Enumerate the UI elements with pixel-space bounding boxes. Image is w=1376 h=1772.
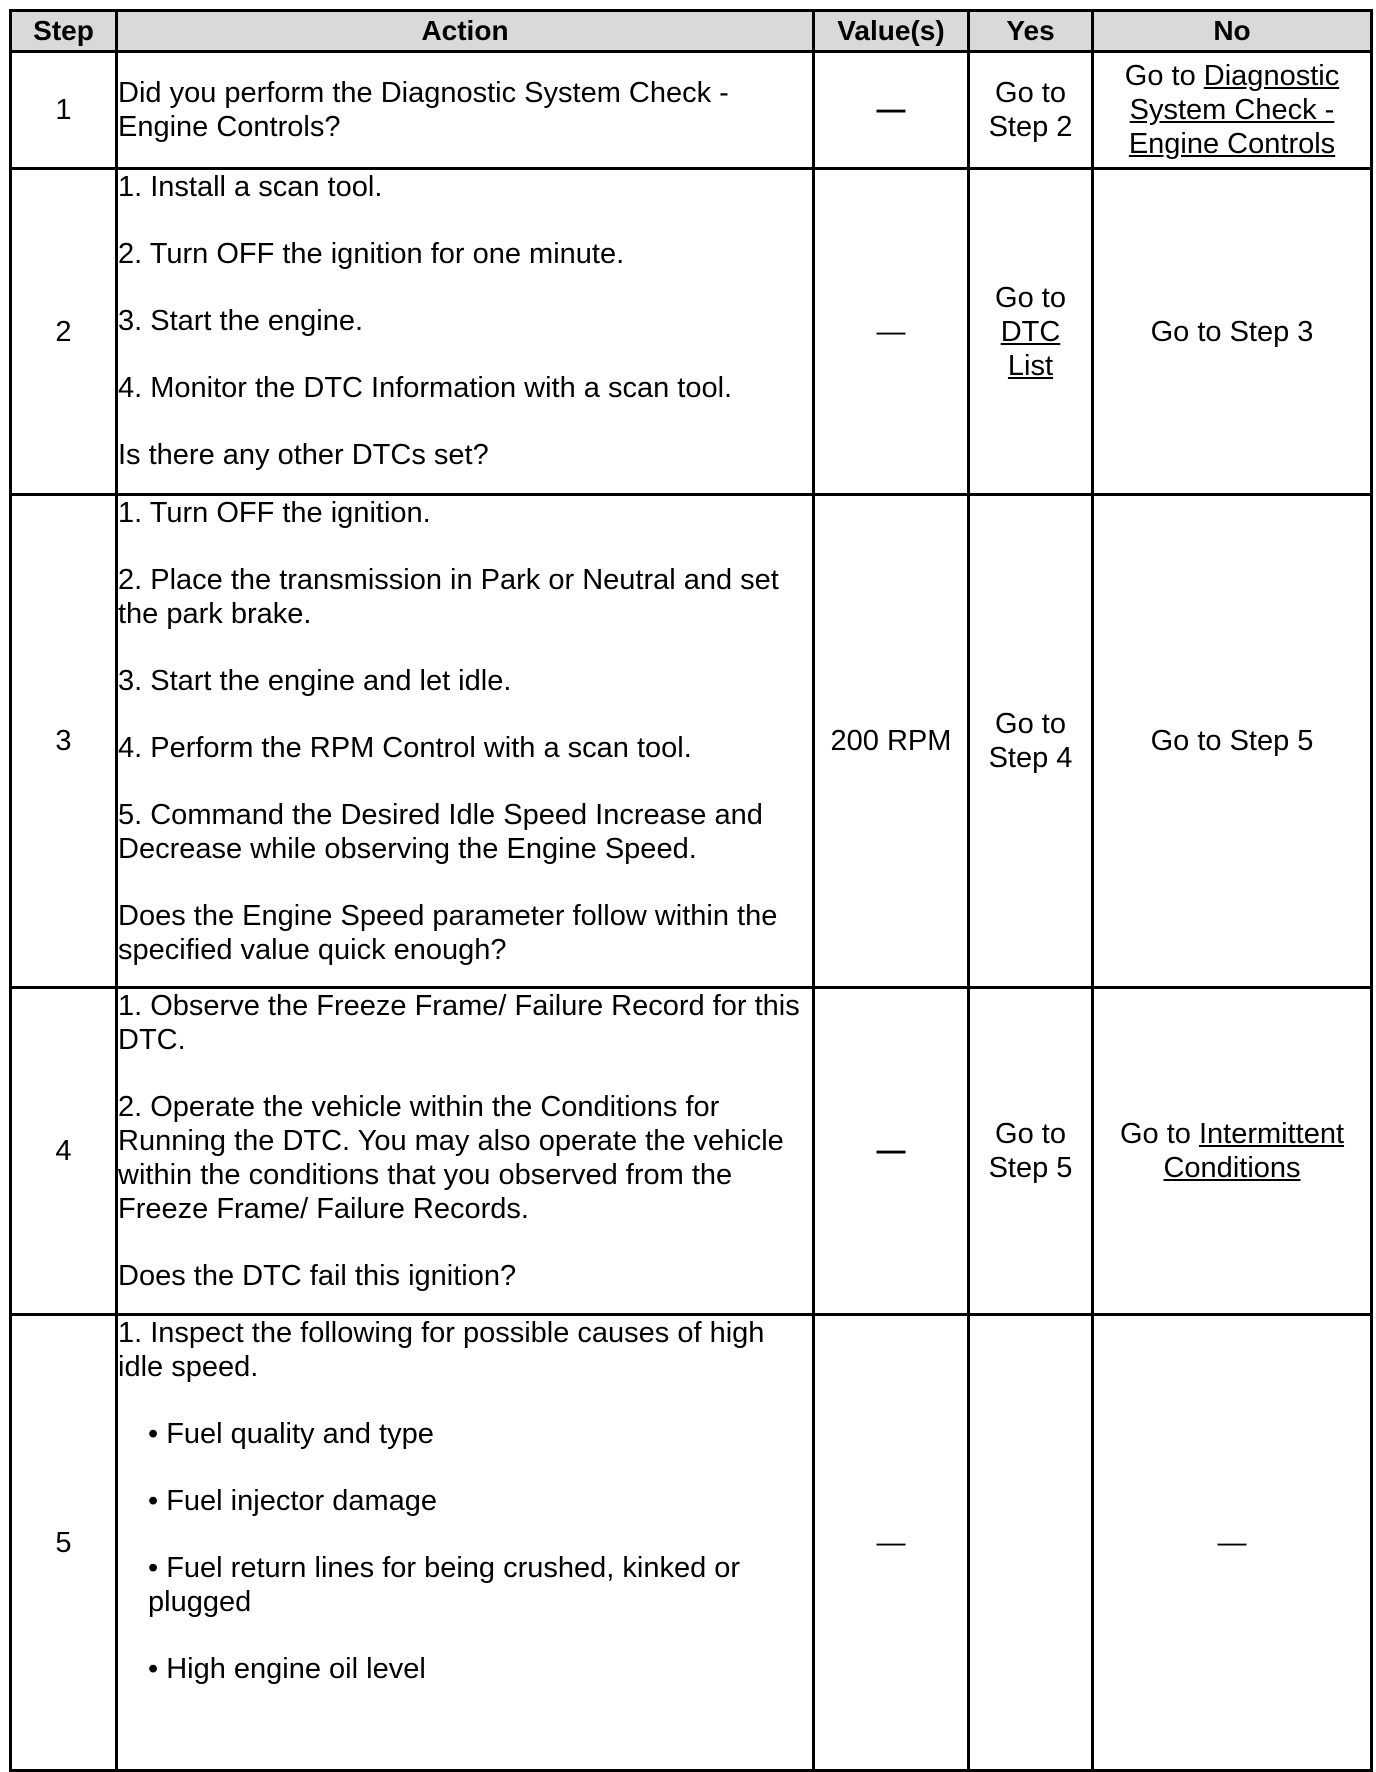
action-question: Does the DTC fail this ignition? xyxy=(118,1260,517,1292)
action-text: 2. Place the transmission in Park or Neutral and set the park brake. xyxy=(118,564,779,630)
action-text: 3. Start the engine. xyxy=(118,305,364,337)
action-cell xyxy=(117,169,814,495)
bullet-item: • Fuel return lines for being crushed, kinked or plugged xyxy=(148,1552,741,1618)
value-text: — xyxy=(876,94,906,126)
step-number: 1 xyxy=(11,52,117,169)
yes-cell xyxy=(969,988,1093,1315)
value-cell xyxy=(814,52,969,169)
action-text: 3. Start the engine and let idle. xyxy=(118,665,512,697)
no-text: Go to Step 3 xyxy=(1150,315,1314,348)
yes-cell xyxy=(969,52,1093,169)
value-cell xyxy=(814,495,969,988)
bullet-item: • Fuel injector damage xyxy=(148,1485,438,1517)
step-number: 2 xyxy=(11,169,117,495)
no-cell xyxy=(1093,988,1372,1315)
value-text: — xyxy=(876,1135,906,1167)
bullet-item: • High engine oil level xyxy=(148,1653,426,1685)
yes-text: Go to Step 4 xyxy=(988,708,1073,774)
table-row xyxy=(11,988,1372,1315)
header-step: Step xyxy=(11,11,117,52)
header-action: Action xyxy=(117,11,814,52)
action-text: 1. Observe the Freeze Frame/ Failure Record for this DTC. xyxy=(118,990,800,1056)
no-text: — xyxy=(1217,1526,1247,1559)
value-cell xyxy=(814,169,969,495)
no-cell xyxy=(1093,495,1372,988)
action-cell xyxy=(117,1315,814,1771)
diagnostic-system-check-link[interactable]: Diagnostic System Check - Engine Controls xyxy=(1128,60,1340,160)
header-row xyxy=(11,11,1372,52)
value-text: — xyxy=(876,315,906,348)
step-number: 3 xyxy=(11,495,117,988)
action-text: 4. Monitor the DTC Information with a scan tool. xyxy=(118,372,733,404)
action-text: Did you perform the Diagnostic System Check - Engine Controls? xyxy=(118,77,729,143)
action-text: 1. Turn OFF the ignition. xyxy=(118,497,431,529)
yes-cell xyxy=(969,1315,1093,1771)
no-text: Go to Step 5 xyxy=(1150,725,1314,757)
intermittent-conditions-link[interactable]: Intermittent Conditions xyxy=(1163,1118,1345,1184)
step-number: 4 xyxy=(11,988,117,1315)
header-yes: Yes xyxy=(969,11,1093,52)
step-number: 5 xyxy=(11,1315,117,1771)
no-cell xyxy=(1093,52,1372,169)
action-cell xyxy=(117,988,814,1315)
action-text: 2. Operate the vehicle within the Conditions for Running the DTC. You may also operate the vehicle within the conditions that you observed from the Freeze Frame/ Failure Records. xyxy=(118,1091,784,1225)
yes-prefix: Go to xyxy=(995,281,1066,314)
header-values: Value(s) xyxy=(814,11,969,52)
bullet-item: • Fuel quality and type xyxy=(148,1418,434,1450)
yes-text: Go to Step 2 xyxy=(988,77,1073,143)
no-prefix: Go to xyxy=(1119,1118,1199,1150)
action-question: Does the Engine Speed parameter follow within the specified value quick enough? xyxy=(118,900,778,966)
table-row xyxy=(11,169,1372,495)
action-text: 1. Install a scan tool. xyxy=(118,171,383,203)
action-text: 5. Command the Desired Idle Speed Increase and Decrease while observing the Engine Speed. xyxy=(118,799,763,865)
action-text: 1. Inspect the following for possible causes of high idle speed. xyxy=(118,1317,765,1383)
yes-text: Go to Step 5 xyxy=(988,1118,1073,1184)
dtc-list-link[interactable]: DTC List xyxy=(1000,315,1061,382)
action-cell xyxy=(117,52,814,169)
action-text: 4. Perform the RPM Control with a scan tool. xyxy=(118,732,692,764)
action-text: 2. Turn OFF the ignition for one minute. xyxy=(118,238,625,270)
no-cell xyxy=(1093,1315,1372,1771)
value-cell xyxy=(814,1315,969,1771)
value-text: — xyxy=(876,1526,906,1559)
yes-cell xyxy=(969,169,1093,495)
header-no: No xyxy=(1093,11,1372,52)
diagnostic-table xyxy=(9,9,1373,1772)
table-row xyxy=(11,495,1372,988)
no-cell xyxy=(1093,169,1372,495)
value-text: 200 RPM xyxy=(830,725,952,757)
value-cell xyxy=(814,988,969,1315)
table-row xyxy=(11,1315,1372,1771)
table-row xyxy=(11,52,1372,169)
no-prefix: Go to xyxy=(1124,60,1204,92)
action-cell xyxy=(117,495,814,988)
yes-cell xyxy=(969,495,1093,988)
action-question: Is there any other DTCs set? xyxy=(118,439,489,471)
